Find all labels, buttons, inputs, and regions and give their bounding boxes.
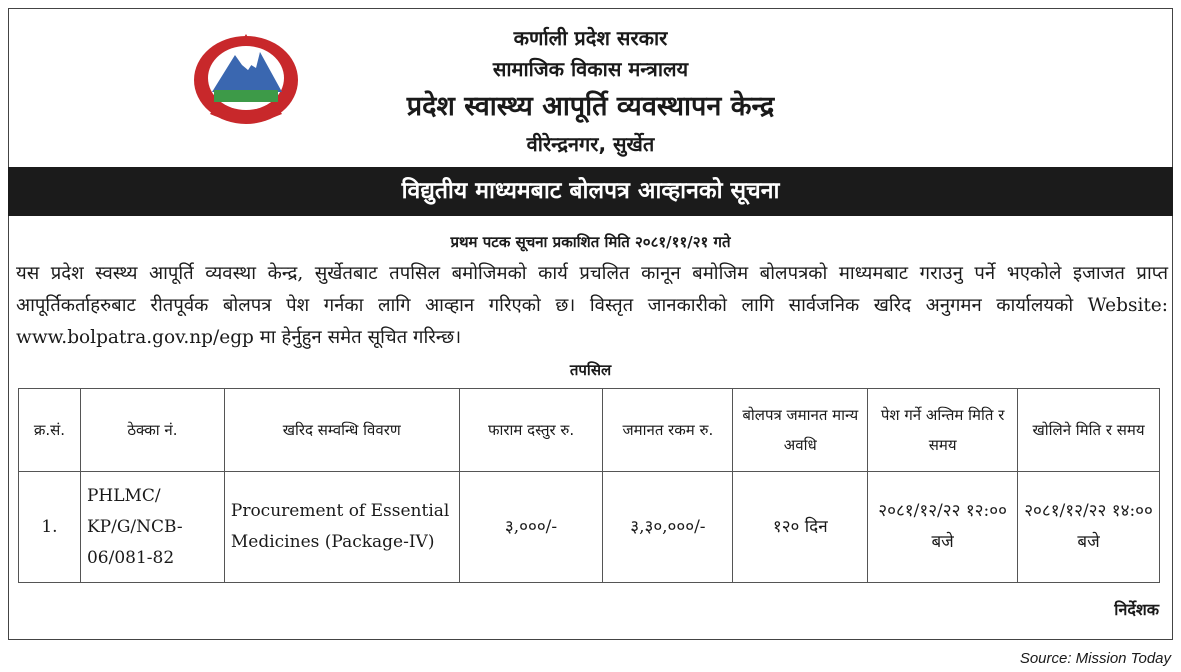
ministry-name: सामाजिक विकास मन्त्रालय	[492, 57, 689, 81]
header-validity: बोलपत्र जमानत मान्य अवधि	[733, 389, 868, 472]
tender-table	[18, 388, 1160, 583]
cell-description: Procurement of Essential Medicines (Package-IV)	[224, 472, 459, 583]
cell-submission-deadline: २०८१/१२/२२ १२:०० बजे	[868, 472, 1018, 583]
header-opening-date: खोलिने मिति र समय	[1018, 389, 1160, 472]
signatory: निर्देशक	[1114, 600, 1159, 619]
table-header-row	[19, 389, 1160, 472]
office-location: वीरेन्द्रनगर, सुर्खेत	[526, 132, 655, 156]
header-bid-security: जमानत रकम रु.	[603, 389, 733, 472]
cell-opening-date: २०८१/१२/२२ १४:०० बजे	[1018, 472, 1160, 583]
government-name: कर्णाली प्रदेश सरकार	[513, 26, 668, 50]
header-form-fee: फाराम दस्तुर रु.	[459, 389, 603, 472]
source-credit: Source: Mission Today	[1019, 650, 1171, 667]
cell-bid-security: ३,३०,०००/-	[603, 472, 733, 583]
header-contract-no: ठेक्का नं.	[80, 389, 224, 472]
header-serial: क्र.सं.	[19, 389, 81, 472]
office-name: प्रदेश स्वास्थ्य आपूर्ति व्यवस्थापन केन्द्र	[406, 91, 775, 122]
cell-contract-no: PHLMC/ KP/G/NCB- 06/081-82	[80, 472, 224, 583]
header-submission-deadline: पेश गर्ने अन्तिम मिति र समय	[868, 389, 1018, 472]
cell-form-fee: ३,०००/-	[459, 472, 603, 583]
cell-serial: 1.	[19, 472, 81, 583]
cell-validity: १२० दिन	[733, 472, 868, 583]
table-title: तपसिल	[569, 361, 612, 379]
notice-title: विद्युतीय माध्यमबाट बोलपत्र आव्हानको सूचना	[8, 167, 1173, 216]
table-row	[19, 472, 1160, 583]
publish-date: प्रथम पटक सूचना प्रकाशित मिति २०८१/११/२१ गते	[450, 233, 731, 251]
header-description: खरिद सम्वन्धि विवरण	[224, 389, 459, 472]
notice-body: यस प्रदेश स्वस्थ्य आपूर्ति व्यवस्था केन्द्र, सुर्खेतबाट तपसिल बमोजिमको कार्य प्रचलित कानून बमोजिम बोलपत्रको माध्यमबाट गराउनु पर्ने भएकोले इजाजत प्राप्त आपूर्तिकर्ताहरुबाट रीतपूर्वक बोलपत्र पेश गर्नका लागि आव्हान गरिएको छ। विस्तृत जानकारीको लागि सार्वजनिक खरिद अनुगमन कार्यालयको Website: www.bolpatra.gov.np/egp मा हेर्नुहुन समेत सूचित गरिन्छ।	[16, 263, 1168, 348]
